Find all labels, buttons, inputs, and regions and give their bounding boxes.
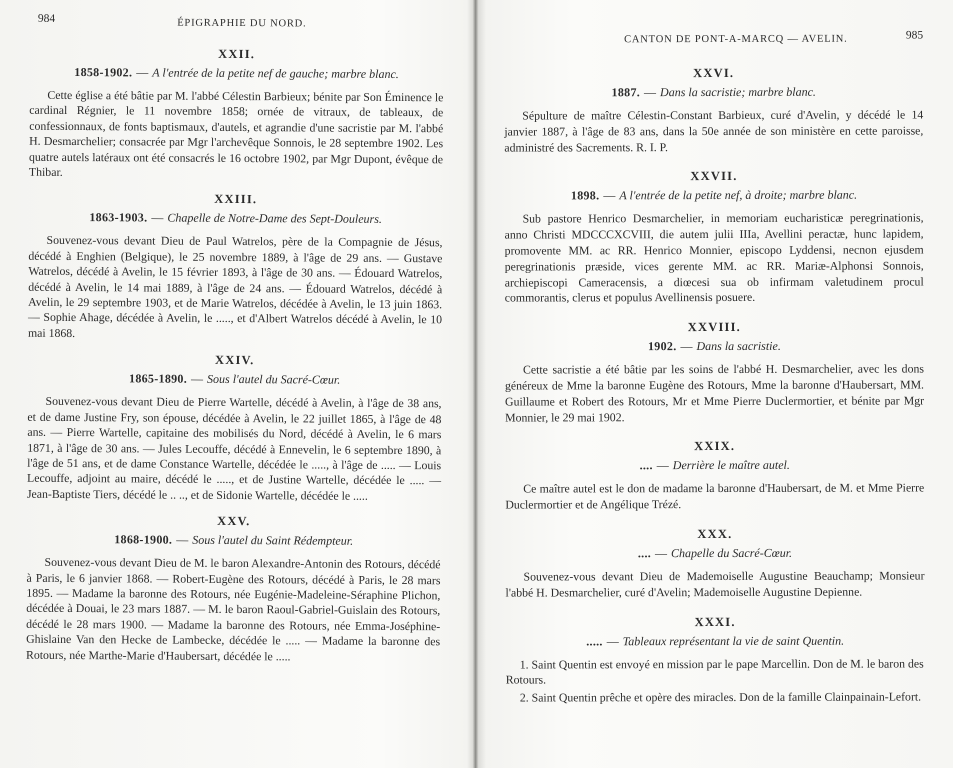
left-running-header [30, 13, 444, 38]
entry-xxxi [506, 614, 925, 706]
entry-number: XXVIII. [687, 320, 741, 335]
entry-number: XXX. [697, 526, 733, 542]
entry-number: XXXI. [694, 614, 736, 629]
right-running-header [504, 29, 923, 52]
entry-text: Cette sacristie a été bâtie par les soins de l'abbé H. Desmarchelier, avec les dons généreux de Mme la baronne Eugène des Rotours, Mme la baronne d'Haubersart, MM. Guillaume et Robert des Rotours, Mr et Mme Pierre Duclermortier, et bénite par Mgr Monnier, le 29 mai 1902. [504, 361, 925, 425]
entry-number: XXIV. [215, 353, 255, 368]
entry-location: A l'entrée de la petite nef, à droite; marbre blanc. [619, 188, 858, 203]
entry-heading: 1902. — Dans la sacristie. [647, 339, 781, 354]
entry-location: Chapelle de Notre-Dame des Sept-Douleurs. [167, 211, 382, 227]
entry-location: Chapelle du Sacré-Cœur. [671, 545, 793, 561]
right-running-title: CANTON DE PONT-A-MARCQ — AVELIN. [624, 33, 848, 46]
entry-text: Sub pastore Henrico Desmarchelier, in memoriam eucharisticæ peregrinationis, anno Christi MDCCCXCVIII, die autem julii IIIa, Avellini peractæ, hunc lapidem, promovente MM. ac RR. Henrico Monnier, episcopo Lyddensi, necnon ejusdem peregrinationis præside, vices gerente MM. ac RR. Mariæ-Alphonsi Sonnois, archiepiscopi Cameracensis, a diœcesi sua ob infirmam valetudinem procul commorantis, clerus et populus Avellinensis posuere. [504, 210, 924, 305]
left-page-number: 984 [37, 12, 56, 25]
entry-date: .... [639, 458, 653, 473]
right-page-number: 985 [905, 29, 924, 42]
right-page [484, 0, 953, 769]
entry-heading: ..... — Tableaux représentant la vie de saint Quentin. [586, 633, 845, 648]
entry-location: Sous l'autel du Sacré-Cœur. [207, 372, 341, 387]
entry-number: XXVII. [690, 169, 738, 184]
entry-number: XXIII. [214, 192, 258, 207]
entry-date: .... [637, 546, 652, 561]
entry-location: Dans la sacristie; marbre blanc. [660, 84, 816, 100]
entry-heading: 1887. — Dans la sacristie; marbre blanc. [611, 84, 816, 100]
entry-date: 1868-1900. [114, 532, 173, 547]
entry-text: Ce maître autel est le don de madame la baronne d'Haubersart, de M. et Mme Pierre Duclermortier et de Angélique Trézé. [505, 480, 925, 512]
entry-text: Cette église a été bâtie par M. l'abbé Célestin Barbieux; bénite par Son Éminence le cardinal Régnier, le 11 novembre 1858; ornée de vitraux, de tableaux, de confessionnaux, de fonts baptismaux, d'autels, et agrandie d'une sacristie par M. l'abbé H. Desmarchelier; consacrée par Mgr l'archevêque Sonnois, le 28 septembre 1902. Les quatre autels latéraux ont été consacrés le 16 octobre 1902, par Mgr Dupont, évêque de Thibar. [28, 87, 444, 179]
entry-date: 1898. [570, 188, 600, 203]
left-page [0, 0, 470, 769]
entry-number: XXV. [217, 514, 251, 529]
entry-text: Souvenez-vous devant Dieu de Paul Watrelos, père de la Compagnie de Jésus, décédé à Enghien (Belgique), le 25 novembre 1889, à l'âge de 29 ans. — Gustave Watrelos, décédé à Avelin, le 15 février 1893, à l'âge de 30 ans. — Édouard Watrelos, décédé à Avelin, le 14 mai 1889, à l'âge de 24 ans. — Édouard Watrelos, décédé à Avelin, le 29 septembre 1903, et de Marie Watrelos, décédée à Avelin, le 13 juin 1863. — Sophie Ahage, décédée à Avelin, le ....., et d'Albert Watrelos décédé à Avelin, le 10 mai 1868. [27, 233, 443, 340]
entry-text: Souvenez-vous devant Dieu de M. le baron Alexandre-Antonin des Rotours, décédé à Paris, le 6 janvier 1868. — Robert-Eugène des Rotours, décédé à Paris, le 28 mars 1895. — Madame la baronne des Rotours, née Eugénie-Madeleine-Séraphine Plichon, décédée à Douai, le 23 mars 1887. — M. le baron Raoul-Gabriel-Guislain des Rotours, décédé le 28 mars 1900. — Madame la baronne des Rotours, née Emma-Joséphine-Ghislaine Van den Hecke de Lambecke, décédée le ..... — Madame la baronne des Rotours, née Marthe-Marie d'Haubersart, décédée le ..... [25, 554, 441, 663]
entry-number: XXII. [218, 46, 256, 62]
entry-location: A l'entrée de la petite nef de gauche; marbre blanc. [152, 65, 399, 82]
entry-heading: 1868-1900. — Sous l'autel du Saint Rédempteur. [114, 532, 354, 548]
entry-location: Dans la sacristie. [696, 339, 781, 354]
entry-text: Sépulture de maître Célestin-Constant Barbieux, curé d'Avelin, y décédé le 14 janvier 1887, à l'âge de 83 ans, dans la 50e année de son ministère en cette paroisse, administré des Sacrements. R. I. P. [504, 107, 924, 155]
entry-xxix [505, 439, 924, 514]
entry-xxiv [27, 352, 442, 504]
entry-date: 1858-1902. [74, 65, 133, 80]
entry-text: Souvenez-vous devant Dieu de Mademoiselle Augustine Beauchamp; Monsieur l'abbé H. Desmarchelier, curé d'Avelin; Mademoiselle Augustine Depienne. [505, 568, 925, 600]
entry-date: 1902. [647, 339, 677, 354]
entry-date: 1865-1890. [129, 371, 188, 386]
entry-xxx [505, 526, 924, 601]
entry-xxvii [504, 169, 923, 307]
entry-xxiii [28, 191, 443, 343]
entry-date: 1863-1903. [89, 210, 148, 225]
entry-location: Tableaux représentant la vie de saint Quentin. [622, 633, 845, 648]
entry-heading: .... — Chapelle du Sacré-Cœur. [637, 545, 793, 561]
entry-heading: 1865-1890. — Sous l'autel du Sacré-Cœur. [129, 371, 341, 387]
entry-heading: 1863-1903. — Chapelle de Notre-Dame des Sept-Douleurs. [89, 210, 382, 227]
list-item: 1. Saint Quentin est envoyé en mission par le pape Marcellin. Don de M. le baron des Rotours. [505, 656, 924, 687]
left-running-title: ÉPIGRAPHIE DU NORD. [177, 17, 307, 30]
entry-heading: .... — Derrière le maître autel. [639, 458, 790, 473]
entry-number: XXVI. [693, 65, 735, 81]
entry-date: ..... [586, 633, 603, 648]
entry-location: Derrière le maître autel. [672, 458, 790, 473]
list-item: 2. Saint Quentin prêche et opère des miracles. Don de la famille Clainpainain-Lefort. [519, 689, 922, 705]
entry-heading: 1898. — A l'entrée de la petite nef, à droite; marbre blanc. [570, 188, 858, 203]
entry-xxvi [504, 65, 923, 155]
entry-heading: 1858-1902. — A l'entrée de la petite nef de gauche; marbre blanc. [74, 65, 399, 82]
entry-xxv [26, 513, 441, 665]
entry-xxviii [505, 320, 924, 426]
entry-xxii [29, 46, 444, 183]
entry-number: XXIX. [694, 439, 736, 454]
entry-list [506, 656, 925, 706]
entry-location: Sous l'autel du Saint Rédempteur. [192, 532, 354, 548]
entry-date: 1887. [611, 85, 641, 100]
entry-text: Souvenez-vous devant Dieu de Pierre Wartelle, décédé à Avelin, à l'âge de 38 ans, et de dame Justine Fry, son épouse, décédée à Avelin, le 22 juillet 1865, à l'âge de 48 ans. — Pierre Wartelle, capitaine des mobilisés du Nord, décédé à Avelin, le 6 mars 1871, à l'âge de 30 ans. — Jules Lecouffe, décédé à Ennevelin, le 6 septembre 1890, à l'âge de 51 ans, et de dame Constance Wartelle, décédée le ....., à l'âge de ..... — Louis Lecouffe, adjoint au maire, décédé le ....., et de Justine Wartelle, décédée le ..... — Jean-Baptiste Tiers, décédé le .. .., et de Sidonie Wartelle, décédée le ..... [26, 394, 442, 503]
